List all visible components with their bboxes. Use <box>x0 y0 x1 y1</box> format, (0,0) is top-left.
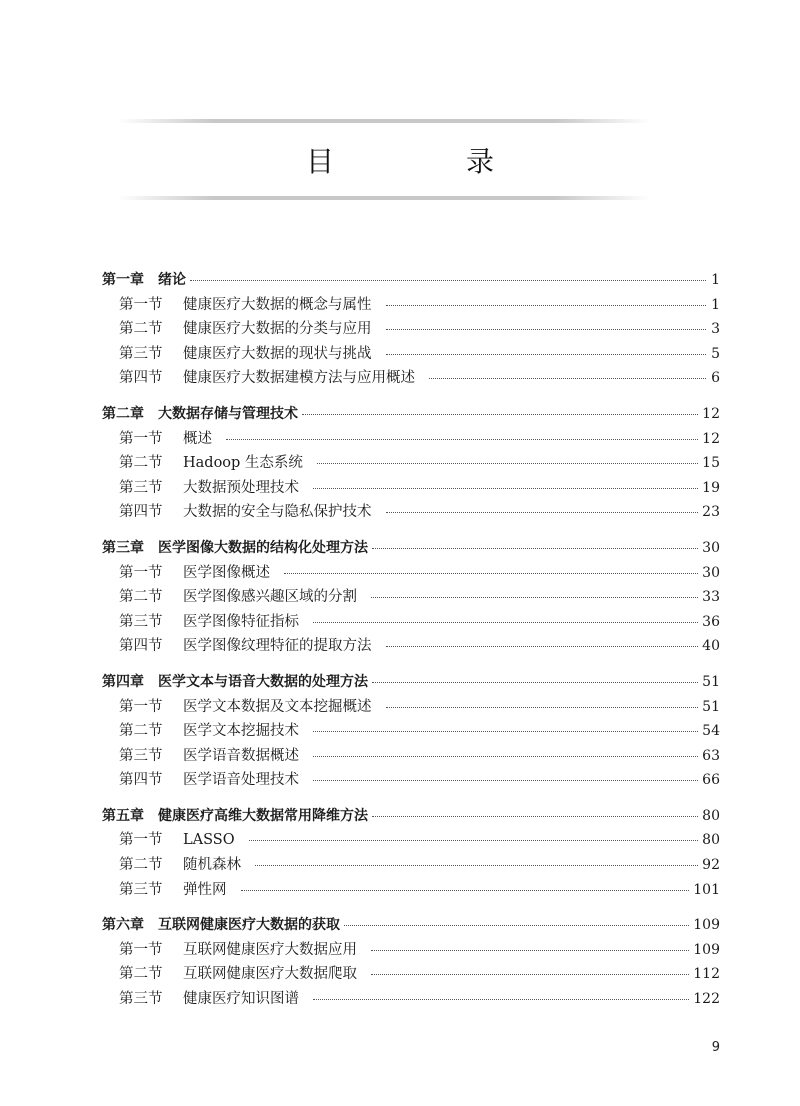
toc-section-entry[interactable] <box>102 451 720 476</box>
dot-leader <box>241 878 690 891</box>
page-ref: 30 <box>702 539 720 556</box>
section-number: 第二节 <box>119 857 163 874</box>
toc-section-entry[interactable] <box>102 610 720 635</box>
dot-leader <box>371 962 689 975</box>
chapter-number: 第六章 <box>102 917 144 934</box>
page-title: 目 录 <box>305 145 546 178</box>
section-title: 健康医疗大数据建模方法与应用概述 <box>183 370 415 387</box>
section-number: 第二节 <box>119 321 163 338</box>
toc-section-entry[interactable] <box>102 962 720 987</box>
chapter-number: 第四章 <box>102 673 144 690</box>
toc-chapter-entry[interactable] <box>102 670 720 695</box>
toc-section-entry[interactable] <box>102 476 720 501</box>
dot-leader <box>284 561 698 574</box>
section-title: 医学图像感兴趣区域的分割 <box>183 589 357 606</box>
dot-leader <box>313 768 698 781</box>
dot-leader <box>371 938 689 951</box>
section-number: 第一节 <box>119 564 163 581</box>
dot-leader <box>372 536 698 549</box>
page-ref: 92 <box>702 857 720 874</box>
page-ref: 23 <box>702 504 720 521</box>
page-ref: 109 <box>693 941 720 958</box>
toc-section-entry[interactable] <box>102 500 720 525</box>
section-title: 大数据的安全与隐私保护技术 <box>183 504 372 521</box>
section-number: 第二节 <box>119 589 163 606</box>
dot-leader <box>249 828 699 841</box>
chapter-number: 第一章 <box>102 272 144 288</box>
bottom-rule <box>118 196 650 200</box>
toc-section-entry[interactable] <box>102 828 720 853</box>
section-number: 第三节 <box>119 345 163 362</box>
section-title: 弹性网 <box>183 881 227 898</box>
dot-leader <box>372 670 698 683</box>
section-number: 第四节 <box>119 504 163 521</box>
section-number: 第二节 <box>119 455 163 472</box>
chapter-number: 第五章 <box>102 807 144 824</box>
page-ref: 80 <box>702 832 720 849</box>
section-number: 第一节 <box>119 296 163 313</box>
chapter-title: 医学图像大数据的结构化处理方法 <box>158 539 368 556</box>
section-number: 第一节 <box>119 698 163 715</box>
toc-chapter-entry[interactable] <box>102 913 720 938</box>
dot-leader <box>313 744 698 757</box>
toc-section-entry[interactable] <box>102 938 720 963</box>
toc-section-entry[interactable] <box>102 987 720 1012</box>
toc-section-entry[interactable] <box>102 768 720 793</box>
dot-leader <box>313 610 698 623</box>
dot-leader <box>226 427 698 440</box>
page-number: 9 <box>711 1040 720 1055</box>
toc-section-entry[interactable] <box>102 427 720 452</box>
page-ref: 54 <box>702 723 720 740</box>
chapter-number: 第三章 <box>102 539 144 556</box>
dot-leader <box>386 695 699 708</box>
chapter-block <box>102 536 720 659</box>
section-title: 互联网健康医疗大数据爬取 <box>183 966 357 983</box>
chapter-title: 互联网健康医疗大数据的获取 <box>158 917 340 934</box>
page-ref: 36 <box>702 613 720 630</box>
page-ref: 66 <box>702 772 720 789</box>
chapter-block <box>102 268 720 391</box>
section-title: 健康医疗大数据的现状与挑战 <box>183 345 372 362</box>
toc-chapter-entry[interactable] <box>102 402 720 427</box>
chapter-title: 大数据存储与管理技术 <box>158 405 298 422</box>
page-ref: 19 <box>702 479 720 496</box>
toc-chapter-entry[interactable] <box>102 536 720 561</box>
section-title: Hadoop 生态系统 <box>183 455 303 472</box>
section-number: 第四节 <box>119 638 163 655</box>
dot-leader <box>344 913 689 926</box>
page-ref: 5 <box>711 345 720 362</box>
chapter-number: 第二章 <box>102 405 144 422</box>
section-number: 第三节 <box>119 991 163 1008</box>
toc-section-entry[interactable] <box>102 695 720 720</box>
toc-chapter-entry[interactable] <box>102 268 720 293</box>
toc-section-entry[interactable] <box>102 366 720 391</box>
section-number: 第一节 <box>119 430 163 447</box>
toc-section-entry[interactable] <box>102 719 720 744</box>
section-title: 医学语音数据概述 <box>183 747 299 764</box>
section-title: 医学文本数据及文本挖掘概述 <box>183 698 372 715</box>
toc-section-entry[interactable] <box>102 853 720 878</box>
page-ref: 109 <box>693 917 720 934</box>
page-ref: 112 <box>693 966 720 983</box>
chapter-title: 健康医疗高维大数据常用降维方法 <box>158 807 368 824</box>
page-ref: 15 <box>702 455 720 472</box>
dot-leader <box>313 476 698 489</box>
toc-section-entry[interactable] <box>102 317 720 342</box>
page-ref: 30 <box>702 564 720 581</box>
toc-section-entry[interactable] <box>102 561 720 586</box>
page-ref: 63 <box>702 747 720 764</box>
top-rule <box>118 119 650 123</box>
dot-leader <box>386 500 699 513</box>
chapter-block <box>102 913 720 1011</box>
dot-leader <box>372 804 698 817</box>
page-ref: 12 <box>702 405 720 422</box>
dot-leader <box>386 342 707 355</box>
chapter-block <box>102 804 720 902</box>
page-ref: 1 <box>711 272 720 288</box>
page-ref: 51 <box>702 673 720 690</box>
page-ref: 40 <box>702 638 720 655</box>
page-ref: 80 <box>702 807 720 824</box>
section-title: 概述 <box>183 430 212 447</box>
section-number: 第四节 <box>119 370 163 387</box>
section-number: 第四节 <box>119 772 163 789</box>
toc-section-entry[interactable] <box>102 634 720 659</box>
dot-leader <box>386 293 707 306</box>
section-title: 健康医疗大数据的概念与属性 <box>183 296 372 313</box>
dot-leader <box>313 719 698 732</box>
table-of-contents <box>102 268 720 1023</box>
dot-leader <box>190 268 706 281</box>
page-ref: 1 <box>711 296 720 313</box>
dot-leader <box>313 987 689 1000</box>
page-ref: 33 <box>702 589 720 606</box>
section-title: 随机森林 <box>183 857 241 874</box>
dot-leader <box>429 366 706 379</box>
page-ref: 101 <box>693 881 720 898</box>
page-ref: 122 <box>693 991 720 1008</box>
section-title: 大数据预处理技术 <box>183 479 299 496</box>
chapter-title: 医学文本与语音大数据的处理方法 <box>158 673 368 690</box>
toc-section-entry[interactable] <box>102 744 720 769</box>
chapter-title: 绪论 <box>158 272 186 288</box>
dot-leader <box>317 451 698 464</box>
section-number: 第一节 <box>119 941 163 958</box>
section-title: 健康医疗大数据的分类与应用 <box>183 321 372 338</box>
dot-leader <box>255 853 698 866</box>
section-number: 第一节 <box>119 832 163 849</box>
dot-leader <box>302 402 698 415</box>
dot-leader <box>371 585 698 598</box>
page-ref: 6 <box>711 370 720 387</box>
section-number: 第二节 <box>119 966 163 983</box>
section-number: 第二节 <box>119 723 163 740</box>
toc-section-entry[interactable] <box>102 342 720 367</box>
chapter-block <box>102 670 720 793</box>
section-number: 第三节 <box>119 613 163 630</box>
section-title: 医学图像概述 <box>183 564 270 581</box>
section-number: 第三节 <box>119 479 163 496</box>
section-title: 医学图像纹理特征的提取方法 <box>183 638 372 655</box>
page-ref: 51 <box>702 698 720 715</box>
section-title: 互联网健康医疗大数据应用 <box>183 941 357 958</box>
toc-section-entry[interactable] <box>102 293 720 318</box>
section-title: LASSO <box>183 832 235 849</box>
toc-chapter-entry[interactable] <box>102 804 720 829</box>
page-ref: 3 <box>711 321 720 338</box>
section-title: 健康医疗知识图谱 <box>183 991 299 1008</box>
toc-section-entry[interactable] <box>102 585 720 610</box>
dot-leader <box>386 634 699 647</box>
section-title: 医学语音处理技术 <box>183 772 299 789</box>
section-title: 医学图像特征指标 <box>183 613 299 630</box>
toc-section-entry[interactable] <box>102 878 720 903</box>
chapter-block <box>102 402 720 525</box>
page-ref: 12 <box>702 430 720 447</box>
dot-leader <box>386 317 707 330</box>
section-number: 第三节 <box>119 881 163 898</box>
section-title: 医学文本挖掘技术 <box>183 723 299 740</box>
section-number: 第三节 <box>119 747 163 764</box>
